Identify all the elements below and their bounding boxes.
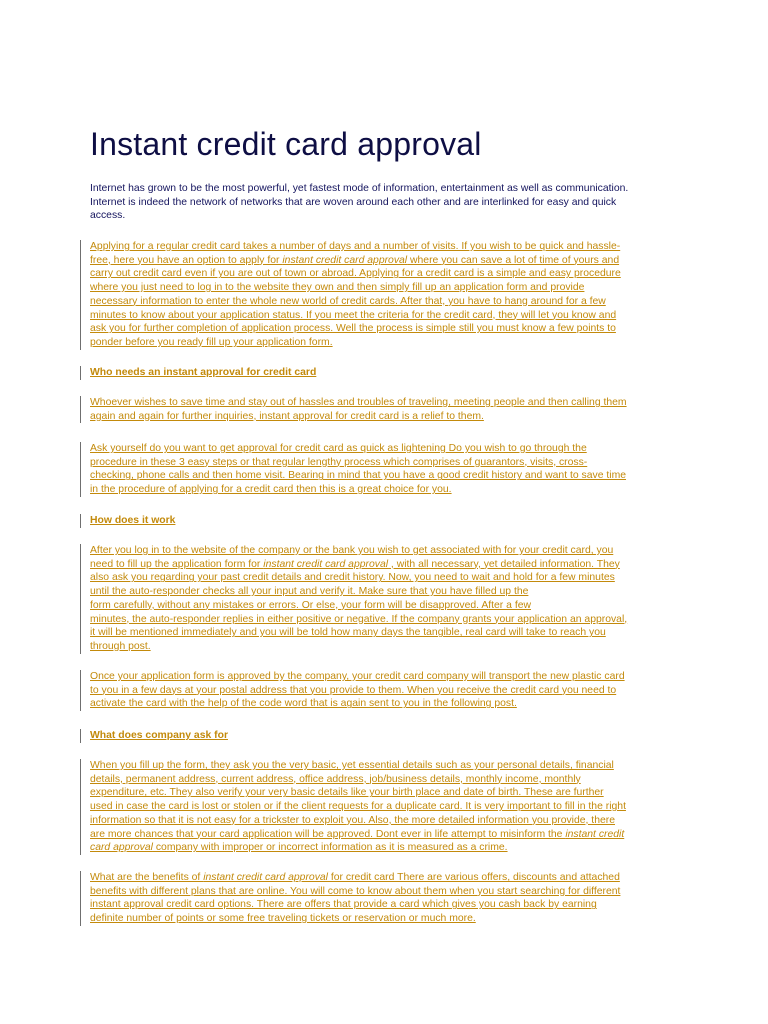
paragraph-applying	[80, 240, 692, 350]
intro-line: Internet is indeed the network of networks that are woven around each other and are interlinked for easy and quick	[90, 196, 617, 208]
paragraph-line: expenditure, etc. They also verify your very basic details like your birth place and date of birth. These are further	[90, 787, 604, 799]
paragraph-who	[80, 396, 692, 423]
paragraph-line: When you fill up the form, they ask you the very basic, yet essential details such as your personal details, financial	[90, 760, 614, 771]
paragraph-line	[90, 871, 692, 885]
paragraph-line: minutes to know about your application status. If you meet the criteria for the credit card, they will let you know and	[90, 309, 617, 321]
paragraph-line	[90, 254, 692, 268]
text-span: company with improper or incorrect information as it is measured as a crime.	[152, 842, 508, 854]
paragraph-line: Applying for a regular credit card takes a number of days and a number of visits. If you wish to be quick and hassle-	[90, 241, 621, 252]
paragraph-line: it will be mentioned immediately and you will be told how many days the tangible, real card will take to reach you	[90, 627, 606, 639]
paragraph-line: After you log in to the website of the company or the bank you wish to get associated with for your credit card, you	[90, 545, 614, 556]
section-heading-who	[80, 366, 692, 380]
paragraph-line	[90, 558, 692, 572]
paragraph-line: ask you for further completion of application process. Well the process is simple still you must know a few points to	[90, 323, 616, 335]
paragraph-line: benefits with different plans that are online. You will come to know about them when you start searching for different	[90, 885, 621, 897]
paragraph-line	[90, 828, 692, 842]
paragraph-line: carry out credit card even if you are out of town or abroad. Applying for a credit card is a simple and easy procedure	[90, 268, 621, 280]
keyword-link[interactable]: instant credit card approval	[263, 558, 389, 570]
text-span: for credit card There are various offers, discounts and attached	[327, 872, 620, 883]
paragraph-line: again and again for further inquiries, instant approval for credit card is a relief to them.	[90, 410, 484, 422]
paragraph-line: minutes, the auto-responder replies in either positive or negative. If the company grants your application an approval,	[90, 613, 628, 625]
paragraph-line: used in case the card is lost or stolen or if the client requests for a duplicate card. It is very important to fill in the right	[90, 801, 626, 813]
paragraph-line: necessary information to enter the whole new world of credit cards. After that, you have to hang around for a few	[90, 295, 606, 307]
section-heading-how	[80, 514, 692, 528]
paragraph-line: instant approval credit card options. There are offers that provide a card which gives you cash back by earning	[90, 899, 597, 911]
paragraph-approved	[80, 670, 692, 711]
paragraph-line: where you just need to log in to the website they own and then simply fill up an application form and provide	[90, 282, 585, 294]
paragraph-line: definite number of points or some free traveling tickets or reservation or much more.	[90, 913, 476, 925]
paragraph-line: Ask yourself do you want to get approval for credit card as quick as lightening Do you wish to go through the	[90, 443, 587, 454]
section-heading[interactable]: Who needs an instant approval for credit card	[90, 367, 317, 378]
paragraph-line: procedure in these 3 easy steps or that regular lengthy process which comprises of guarantors, visits, cross-	[90, 456, 588, 468]
paragraph-company-asks	[80, 759, 692, 855]
section-heading[interactable]: What does company ask for	[90, 730, 228, 741]
paragraph-benefits	[80, 871, 692, 926]
keyword-link[interactable]: instant credit card approval	[282, 254, 408, 266]
paragraph-line: also ask you regarding your past credit details and credit history. Now, you need to wait and hold for a few minutes	[90, 572, 615, 584]
paragraph-line: until the auto-responder checks all your input and verify it. Make sure that you have filled up the	[90, 586, 529, 598]
paragraph-line: checking, phone calls and then home visit. Bearing in mind that you have a good credit history and want to save time	[90, 470, 627, 482]
keyword-link[interactable]: card approval	[90, 842, 153, 854]
intro-paragraph	[90, 182, 690, 223]
keyword-link[interactable]: instant credit card approval	[203, 872, 328, 883]
text-span: , with all necessary, yet detailed information. They	[388, 558, 620, 570]
intro-line: access.	[90, 210, 126, 222]
text-span: What are the benefits of	[90, 872, 204, 883]
text-span: free, here you have an option to apply for	[90, 254, 283, 266]
paragraph-line: to you in a few days at your postal address that you provide to them. When you receive the credit card you need to	[90, 684, 617, 696]
paragraph-line: activate the card with the help of the code word that is again sent to you in the following post.	[90, 698, 517, 710]
text-span: need to fill up the application form for	[90, 558, 264, 570]
keyword-link[interactable]: instant credit	[565, 828, 625, 840]
paragraph-line: through post.	[90, 640, 151, 652]
intro-line: Internet has grown to be the most powerful, yet fastest mode of information, entertainment as well as communication.	[90, 183, 629, 194]
section-heading[interactable]: How does it work	[90, 515, 176, 526]
paragraph-line: form carefully, without any mistakes or errors. Or else, your form will be disapproved. After a few	[90, 599, 531, 611]
paragraph-line: Whoever wishes to save time and stay out of hassles and troubles of traveling, meeting people and then calling them	[90, 397, 627, 408]
paragraph-how-it-works	[80, 544, 692, 654]
paragraph-line: Once your application form is approved by the company, your credit card company will transport the new plastic card	[90, 671, 625, 682]
paragraph-line: ponder before you ready fill up your application form.	[90, 336, 333, 348]
page-title: Instant credit card approval	[90, 126, 482, 162]
paragraph-ask-yourself	[80, 442, 692, 497]
paragraph-line: in the procedure of applying for a credit card then this is a great choice for you.	[90, 484, 452, 496]
paragraph-line: details, permanent address, current address, office address, job/business details, monthly income, monthly	[90, 773, 581, 785]
section-heading-what	[80, 729, 692, 743]
paragraph-line	[90, 841, 692, 855]
paragraph-line: information so that it is not easy for a trickster to exploit you. Also, the more detailed information you provide, there	[90, 814, 615, 826]
text-span: are more chances that your card application will be approved. Dont ever in life attempt to misinform the	[90, 828, 566, 840]
text-span: where you can save a lot of time of yours and	[407, 254, 620, 266]
